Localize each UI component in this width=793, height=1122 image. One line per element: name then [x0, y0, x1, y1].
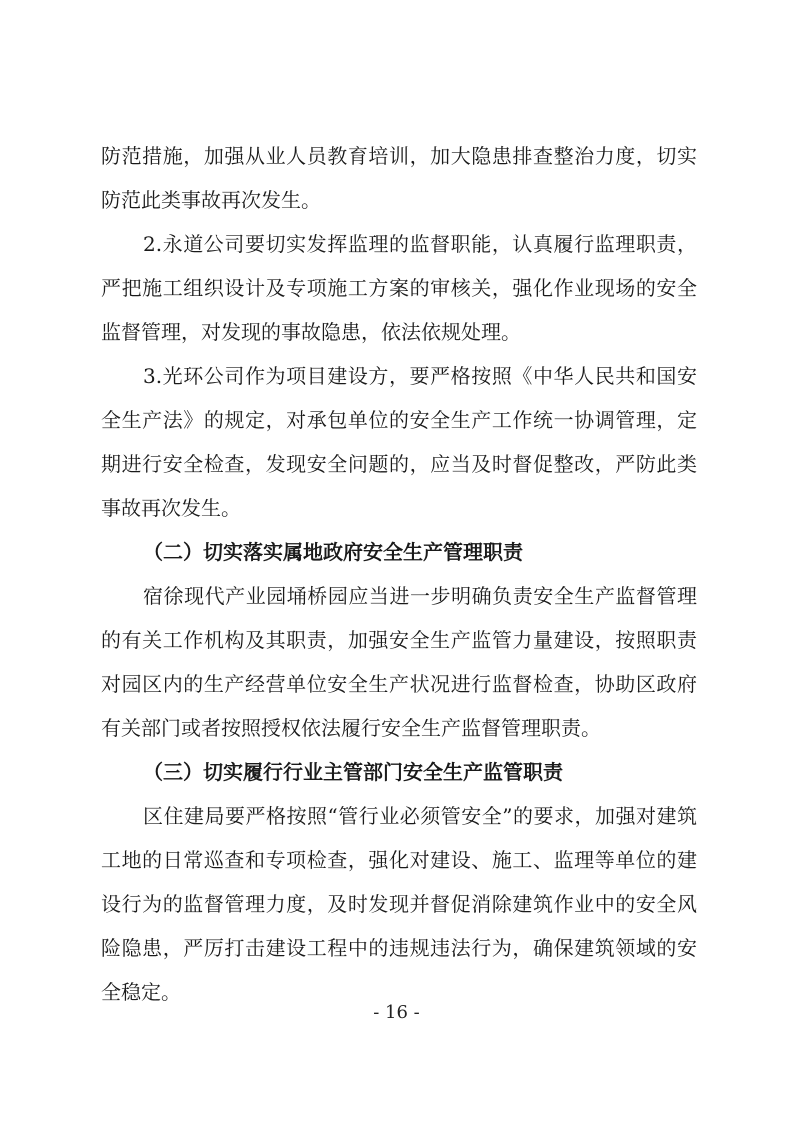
page-number: - 16 - — [373, 1002, 420, 1023]
paragraph-item-2: 2.永道公司要切实发挥监理的监督职能，认真履行监理职责，严把施工组织设计及专项施工方案的审核关，强化作业现场的安全监督管理，对发现的事故隐患，依法依规处理。 — [101, 232, 697, 344]
paragraph-continuation: 防范措施，加强从业人员教育培训，加大隐患排查整治力度，切实防范此类事故再次发生。 — [101, 144, 697, 212]
document-body — [101, 134, 697, 1014]
section-heading-3: （三）切实履行行业主管部门安全生产监管职责 — [143, 760, 563, 784]
paragraph-item-3: 3.光环公司作为项目建设方，要严格按照《中华人民共和国安全生产法》的规定，对承包单位的安全生产工作统一协调管理，定期进行安全检查，发现安全问题的，应当及时督促整改，严防此类事故再次发生。 — [101, 364, 697, 520]
paragraph-industry-department: 区住建局要严格按照“管行业必须管安全”的要求，加强对建筑工地的日常巡查和专项检查，强化对建设、施工、监理等单位的建设行为的监督管理力度，及时发现并督促消除建筑作业中的安全风险隐患，严厉打击建设工程中的违规违法行为，确保建筑领域的安全稳定。 — [101, 804, 697, 1004]
section-heading-2: （二）切实落实属地政府安全生产管理职责 — [143, 540, 523, 564]
paragraph-local-government: 宿徐现代产业园埇桥园应当进一步明确负责安全生产监督管理的有关工作机构及其职责，加强安全生产监管力量建设，按照职责对园区内的生产经营单位安全生产状况进行监督检查，协助区政府有关部门或者按照授权依法履行安全生产监督管理职责。 — [101, 584, 697, 740]
